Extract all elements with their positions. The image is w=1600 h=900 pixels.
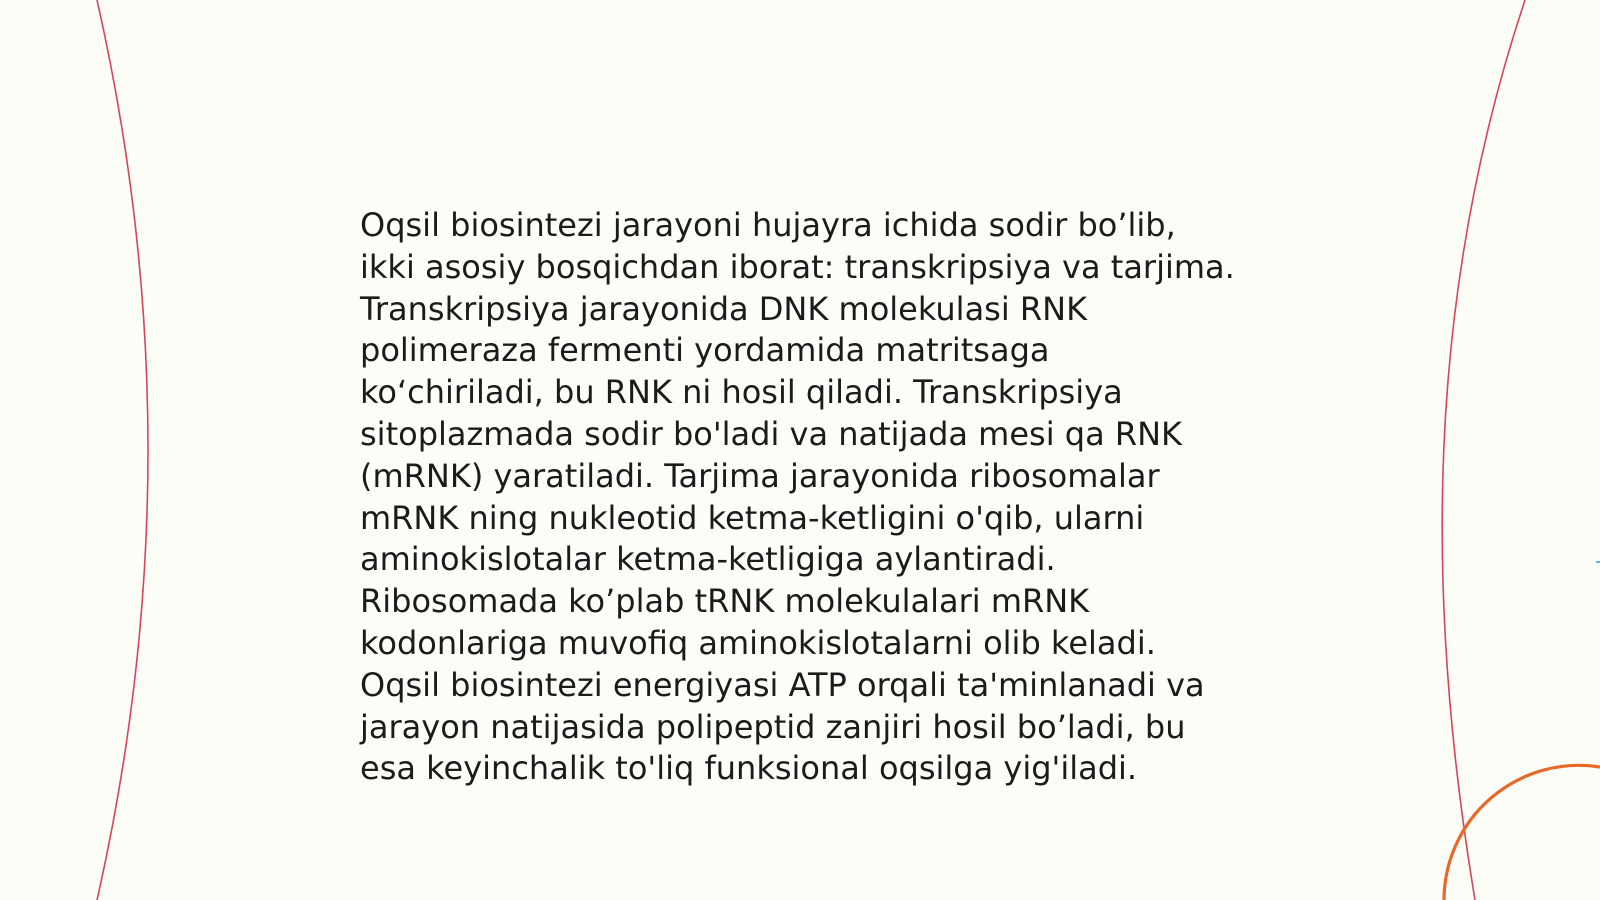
body-text — [360, 205, 1260, 790]
text-line: Ribosomada ko’plab tRNK molekulalari mRNK — [360, 582, 1090, 621]
text-line: esa keyinchalik to'liq funksional oqsilga yig'iladi. — [360, 749, 1138, 788]
text-line: jarayon natijasida polipeptid zanjiri hosil bo’ladi, bu — [360, 707, 1186, 746]
text-line: sitoplazmada sodir bo'ladi va natijada mesi qa RNK — [360, 414, 1182, 453]
text-line: Transkripsiya jarayonida DNK molekulasi RNK — [360, 289, 1088, 328]
right-curve-line — [1442, 0, 1525, 900]
left-curve-line — [97, 0, 148, 900]
text-line: ikki asosiy bosqichdan iborat: transkripsiya va tarjima. — [360, 247, 1235, 286]
text-line: Oqsil biosintezi jarayoni hujayra ichida sodir bo’lib, — [360, 206, 1176, 244]
accent-arc — [1444, 765, 1600, 900]
text-line: mRNK ning nukleotid ketma-ketligini o'qib, ularni — [360, 498, 1145, 537]
text-line: Oqsil biosintezi energiyasi ATP orqali ta'minlanadi va — [360, 665, 1205, 704]
text-line: ko‘chiriladi, bu RNK ni hosil qiladi. Transkripsiya — [360, 373, 1123, 412]
text-line: kodonlariga muvofiq aminokislotalarni olib keladi. — [360, 623, 1156, 662]
text-line: polimeraza fermenti yordamida matritsaga — [360, 331, 1050, 370]
text-line: aminokislotalar ketma-ketligiga aylantiradi. — [360, 540, 1056, 579]
text-line: (mRNK) yaratiladi. Tarjima jarayonida ribosomalar — [360, 456, 1160, 495]
